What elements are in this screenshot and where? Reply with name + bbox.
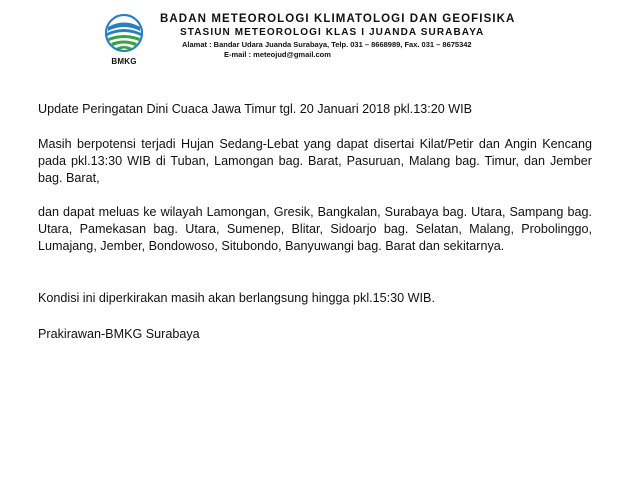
forecaster-signature: Prakirawan-BMKG Surabaya (38, 327, 200, 341)
paragraph-warning: Masih berpotensi terjadi Hujan Sedang-Lebat yang dapat disertai Kilat/Petir dan Angin Kencang pada pkl.13:30 WIB di Tuban, Lamongan bag. Barat, Pasuruan, Malang bag. Timur, dan Jember bag. Barat, (38, 137, 592, 185)
station-email: E-mail : meteojud@gmail.com (224, 50, 331, 59)
bmkg-logo (104, 13, 150, 71)
bmkg-logo-icon (104, 13, 144, 57)
institution-header (160, 13, 540, 60)
station-address: Alamat : Bandar Udara Juanda Surabaya, Telp. 031 – 8668989, Fax. 031 – 8675342 (182, 40, 472, 49)
bmkg-logo-label: BMKG (111, 57, 137, 66)
paragraph-duration: Kondisi ini diperkirakan masih akan berlangsung hingga pkl.15:30 WIB. (38, 291, 435, 305)
letterhead (104, 13, 534, 71)
institution-name: BADAN METEOROLOGI KLIMATOLOGI DAN GEOFISIKA (160, 13, 516, 25)
paragraph-expansion: dan dapat meluas ke wilayah Lamongan, Gresik, Bangkalan, Surabaya bag. Utara, Sampang bag. Utara, Pamekasan bag. Utara, Sumenep, Blitar, Sidoarjo bag. Selatan, Malang, Probolinggo, Lumajang, Jember, Bondowoso, Situbondo, Banyuwangi bag. Barat dan sekitarnya. (38, 205, 592, 253)
document-title: Update Peringatan Dini Cuaca Jawa Timur tgl. 20 Januari 2018 pkl.13:20 WIB (38, 102, 473, 116)
station-name: STASIUN METEOROLOGI KLAS I JUANDA SURABAYA (180, 27, 485, 38)
document-body (38, 101, 592, 341)
